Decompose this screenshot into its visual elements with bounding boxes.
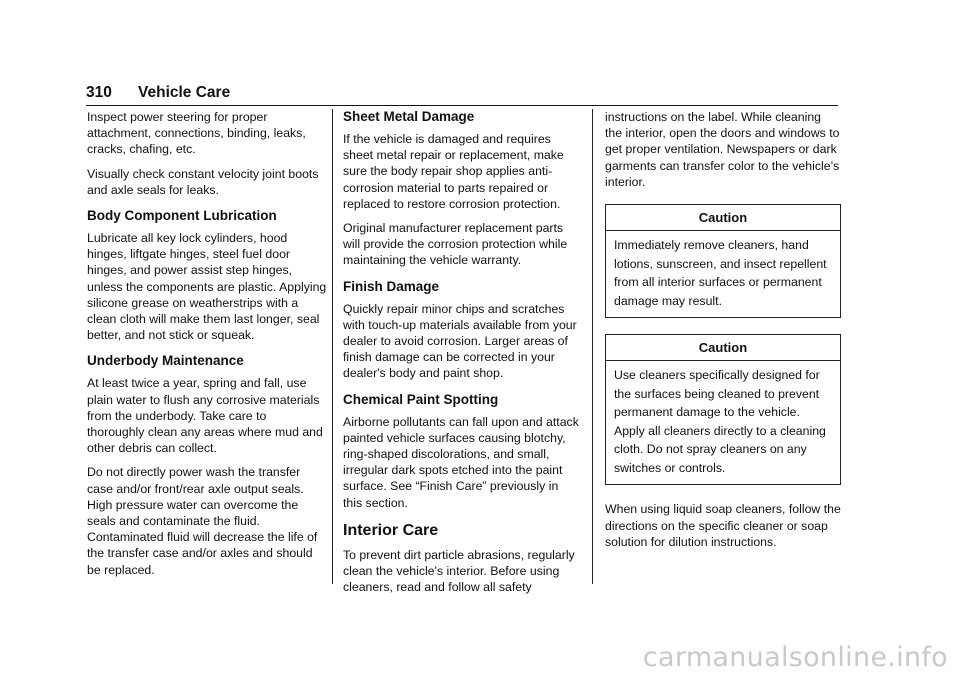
paragraph: To prevent dirt particle abrasions, regularly clean the vehicle's interior. Before using cleaners, read and follow all safety [343, 547, 575, 595]
paragraph: Do not directly power wash the transfer case and/or front/rear axle output seals. High pressure water can overcome the seals and contaminate the fluid. Contaminated fluid will decrease the life of the transfer case and/or axles and should be replaced. [87, 465, 318, 577]
heading-body-component-lubrication: Body Component Lubrication [87, 208, 277, 224]
section-title: Vehicle Care [138, 84, 231, 101]
caution-title: Caution [606, 205, 840, 231]
caution-title: Caution [606, 335, 840, 361]
watermark: carmanualsonline.info [642, 642, 948, 673]
page-header [86, 83, 838, 106]
caution-box [605, 204, 841, 318]
heading-interior-care: Interior Care [343, 521, 439, 539]
column-divider [592, 109, 593, 584]
paragraph: Airborne pollutants can fall upon and attack painted vehicle surfaces causing blotchy, ring-shaped discolorations, and small, irregular dark spots etched into the paint surface. See “Finish Care” previously in this section. [343, 414, 579, 510]
column-middle [343, 109, 579, 603]
caution-text: Immediately remove cleaners, hand lotions, sunscreen, and insect repellent from all interior surfaces or permanent damage may result. [614, 238, 827, 308]
paragraph: Original manufacturer replacement parts will provide the corrosion protection while maintaining the vehicle warranty. [343, 221, 568, 268]
column-right [605, 109, 841, 558]
heading-finish-damage: Finish Damage [343, 278, 440, 294]
paragraph: Visually check constant velocity joint boots and axle seals for leaks. [87, 166, 319, 197]
paragraph: Lubricate all key lock cylinders, hood hinges, liftgate hinges, steel fuel door hinges, and power assist step hinges, unless the components are plastic. Applying silicone grease on weatherstrips with a clean cloth will make them last longer, seal better, and not stick or squeak. [87, 231, 327, 343]
caution-text: Use cleaners specifically designed for the surfaces being cleaned to prevent permanent damage to the vehicle. Apply all cleaners directly to a cleaning cloth. Do not spray cleaners on any switches or controls. [614, 368, 826, 475]
heading-chemical-paint-spotting: Chemical Paint Spotting [343, 391, 499, 407]
paragraph: Quickly repair minor chips and scratches with touch-up materials available from your dealer to avoid corrosion. Larger areas of finish damage can be corrected in your dealer's body and paint shop. [343, 301, 577, 381]
paragraph: Inspect power steering for proper attachment, connections, binding, leaks, cracks, chafing, etc. [87, 110, 306, 157]
heading-underbody-maintenance: Underbody Maintenance [87, 353, 244, 369]
paragraph: At least twice a year, spring and fall, use plain water to flush any corrosive materials from the underbody. Take care to thoroughly clean any areas where mud and other debris can collect. [87, 376, 323, 456]
column-left [87, 109, 327, 586]
column-divider [332, 109, 333, 584]
caution-box [605, 334, 841, 485]
paragraph: instructions on the label. While cleaning the interior, open the doors and windows to get proper ventilation. Newspapers or dark garments can transfer color to the vehicle’s interior. [605, 110, 840, 189]
heading-sheet-metal-damage: Sheet Metal Damage [343, 109, 475, 124]
paragraph: When using liquid soap cleaners, follow the directions on the specific cleaner or soap solution for dilution instructions. [605, 502, 841, 549]
page-number: 310 [86, 84, 112, 101]
paragraph: If the vehicle is damaged and requires sheet metal repair or replacement, make sure the body repair shop applies anti-corrosion material to parts repaired or replaced to restore corrosion protection. [343, 132, 564, 211]
